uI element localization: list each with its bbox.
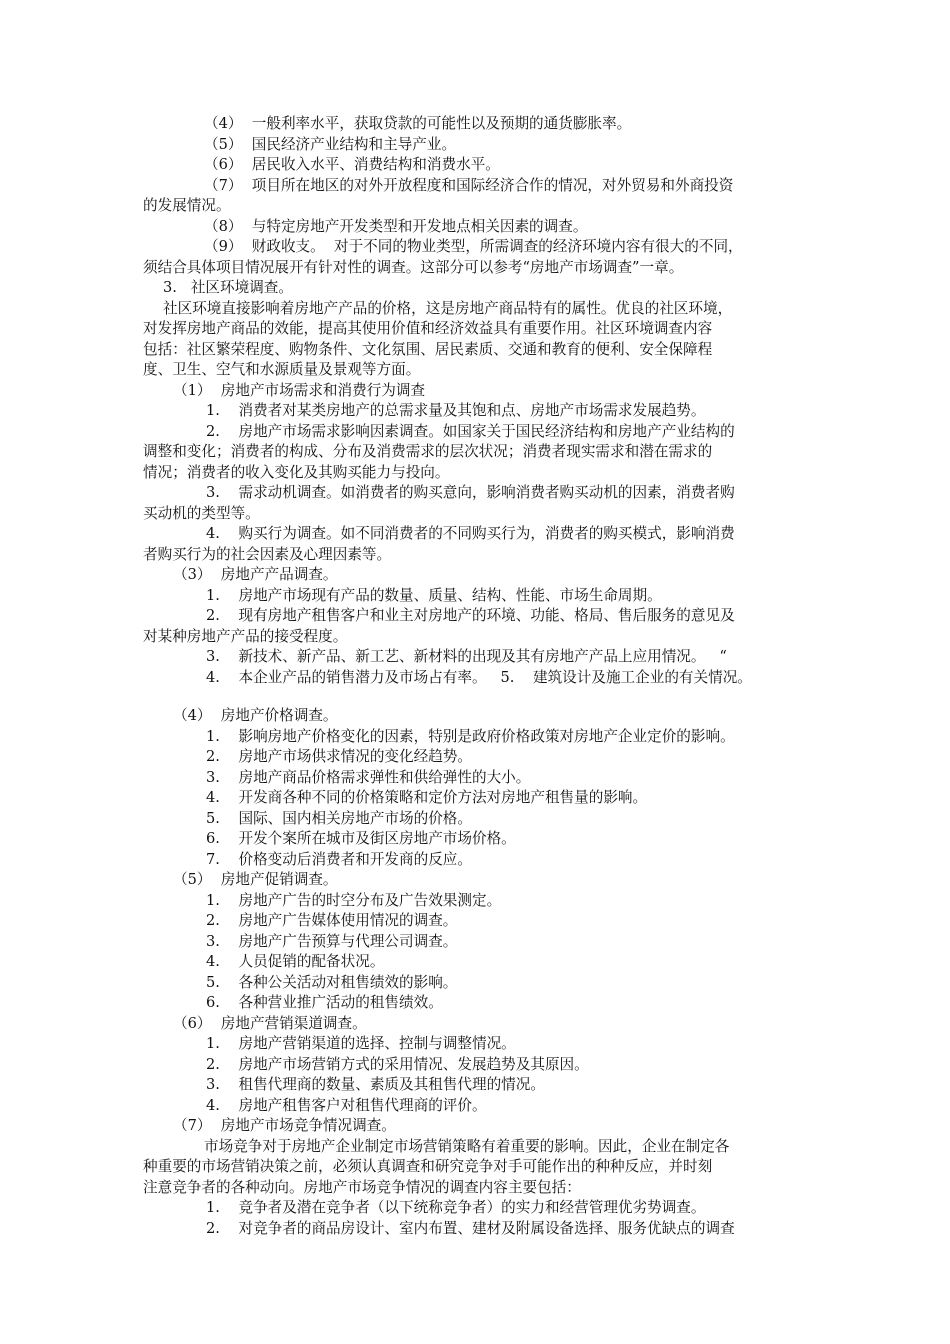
text-line: 市场竞争对于房地产企业制定市场营销策略有着重要的影响。因此，企业在制定各: [204, 1137, 730, 1155]
text-line: 买动机的类型等。: [143, 504, 260, 522]
text-line: （1） 房地产市场需求和消费行为调查: [173, 381, 426, 399]
text-line: 6. 开发个案所在城市及街区房地产市场价格。: [206, 830, 516, 847]
text-line: （5） 房地产促销调查。: [173, 871, 338, 888]
text-line: 种重要的市场营销决策之前，必须认真调查和研究竞争对手可能作出的种种反应，并时刻: [143, 1158, 713, 1175]
text-line: （3） 房地产产品调查。: [173, 566, 338, 583]
text-line: （6） 居民收入水平、消费结构和消费水平。: [204, 156, 500, 173]
blank-line: [143, 688, 823, 706]
text-line: 注意竞争者的各种动向。房地产市场竞争情况的调查内容主要包括：: [143, 1178, 581, 1196]
text-line: 5. 各种公关活动对租售绩效的影响。: [206, 973, 458, 991]
text-line: 1. 房地产广告的时空分布及广告效果测定。: [206, 891, 502, 909]
text-line: 4. 人员促销的配备状况。: [206, 953, 385, 970]
text-line: （6） 房地产营销渠道调查。: [173, 1014, 367, 1032]
text-line: （9） 财政收支。 对于不同的物业类型，所需调查的经济环境内容有很大的不同，: [204, 238, 743, 255]
text-line: 4. 购买行为调查。如不同消费者的不同购买行为，消费者的购买模式，影响消费: [206, 525, 735, 542]
text-line: 4. 本企业产品的销售潜力及市场占有率。 5. 建筑设计及施工企业的有关情况。: [206, 668, 752, 686]
text-line: 对发挥房地产商品的效能，提高其使用价值和经济效益具有重要作用。社区环境调查内容: [143, 320, 713, 337]
text-line: 3. 房地产商品价格需求弹性和供给弹性的大小。: [206, 768, 531, 786]
text-line: 1. 竞争者及潜在竞争者（以下统称竞争者）的实力和经营管理优劣势调查。: [206, 1199, 706, 1216]
text-line: 3. 需求动机调查。如消费者的购买意向，影响消费者购买动机的因素，消费者购: [206, 484, 735, 501]
text-line: 度、卫生、空气和水源质量及景观等方面。: [143, 361, 421, 378]
text-line: 3. 房地产广告预算与代理公司调查。: [206, 932, 458, 950]
text-line: （4） 房地产价格调查。: [173, 707, 338, 724]
text-line: 者购买行为的社会因素及心理因素等。: [143, 545, 392, 563]
text-line: 对某种房地产产品的接受程度。: [143, 627, 348, 645]
text-line: 4. 房地产租售客户对租售代理商的评价。: [206, 1096, 487, 1114]
text-line: 调整和变化；消费者的构成、分布及消费需求的层次状况；消费者现实需求和潜在需求的: [143, 443, 713, 460]
text-line: （7） 项目所在地区的对外开放程度和国际经济合作的情况，对外贸易和外商投资: [204, 176, 734, 194]
text-line: 须结合具体项目情况展开有针对性的调查。这部分可以参考“房地产市场调查”一章。: [143, 258, 684, 276]
text-line: 包括：社区繁荣程度、购物条件、文化氛围、居民素质、交通和教育的便利、安全保障程: [143, 340, 713, 358]
text-line: （4） 一般利率水平，获取贷款的可能性以及预期的通货膨胀率。: [204, 115, 632, 132]
text-line: 7. 价格变动后消费者和开发商的反应。: [206, 850, 472, 868]
text-line: 2. 房地产市场营销方式的采用情况、发展趋势及其原因。: [206, 1055, 589, 1073]
text-line: 2. 房地产市场需求影响因素调查。如国家关于国民经济结构和房地产产业结构的: [206, 422, 735, 440]
text-line: 3. 新技术、新产品、新工艺、新材料的出现及其有房地产产品上应用情况。 “: [206, 648, 727, 665]
document-body: [143, 114, 823, 1239]
text-line: （8） 与特定房地产开发类型和开发地点相关因素的调查。: [204, 217, 588, 235]
text-line: 3. 社区环境调查。: [163, 279, 293, 296]
text-line: （5） 国民经济产业结构和主导产业。: [204, 135, 457, 153]
text-line: 2. 现有房地产租售客户和业主对房地产的环境、功能、格局、售后服务的意见及: [206, 607, 735, 624]
text-line: （7） 房地产市场竞争情况调查。: [173, 1117, 396, 1134]
text-line: 2. 房地产市场供求情况的变化经趋势。: [206, 748, 472, 765]
text-line: 1. 房地产营销渠道的选择、控制与调整情况。: [206, 1035, 516, 1052]
text-line: 3. 租售代理商的数量、素质及其租售代理的情况。: [206, 1076, 545, 1093]
text-line: 1. 影响房地产价格变化的因素，特别是政府价格政策对房地产企业定价的影响。: [206, 727, 735, 745]
text-line: 1. 消费者对某类房地产的总需求量及其饱和点、房地产市场需求发展趋势。: [206, 402, 706, 419]
text-line: 2. 房地产广告媒体使用情况的调查。: [206, 912, 458, 929]
text-line: 情况；消费者的收入变化及其购买能力与投向。: [143, 463, 450, 481]
text-line: 1. 房地产市场现有产品的数量、质量、结构、性能、市场生命周期。: [206, 586, 662, 604]
text-line: 5. 国际、国内相关房地产市场的价格。: [206, 809, 472, 827]
text-line: 2. 对竞争者的商品房设计、室内布置、建材及附属设备选择、服务优缺点的调查: [206, 1219, 735, 1237]
text-line: 的发展情况。: [143, 197, 231, 214]
text-line: 社区环境直接影响着房地产产品的价格，这是房地产商品特有的属性。优良的社区环境，: [163, 299, 733, 317]
text-line: 4. 开发商各种不同的价格策略和定价方法对房地产租售量的影响。: [206, 789, 648, 806]
text-line: 6. 各种营业推广活动的租售绩效。: [206, 994, 443, 1011]
